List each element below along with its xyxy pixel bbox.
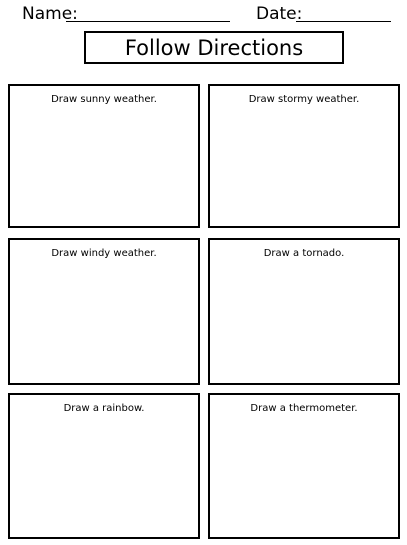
panel-prompt: Draw a tornado. [263,248,345,259]
panel-prompt: Draw sunny weather. [51,94,157,105]
date-write-line [296,21,391,22]
page-title: Follow Directions [84,31,344,64]
name-write-line [66,21,230,22]
panel-prompt: Draw a rainbow. [63,403,145,414]
drawing-panel-windy [8,238,200,385]
date-label: Date: [256,4,303,24]
drawing-panel-thermometer [208,393,400,539]
drawing-panel-rainbow [8,393,200,539]
panel-prompt: Draw a thermometer. [250,403,358,414]
drawing-panel-stormy [208,84,400,228]
drawing-panel-sunny [8,84,200,228]
name-label: Name: [22,4,78,24]
drawing-panel-tornado [208,238,400,385]
panel-prompt: Draw windy weather. [51,248,157,259]
panel-prompt: Draw stormy weather. [248,94,360,105]
